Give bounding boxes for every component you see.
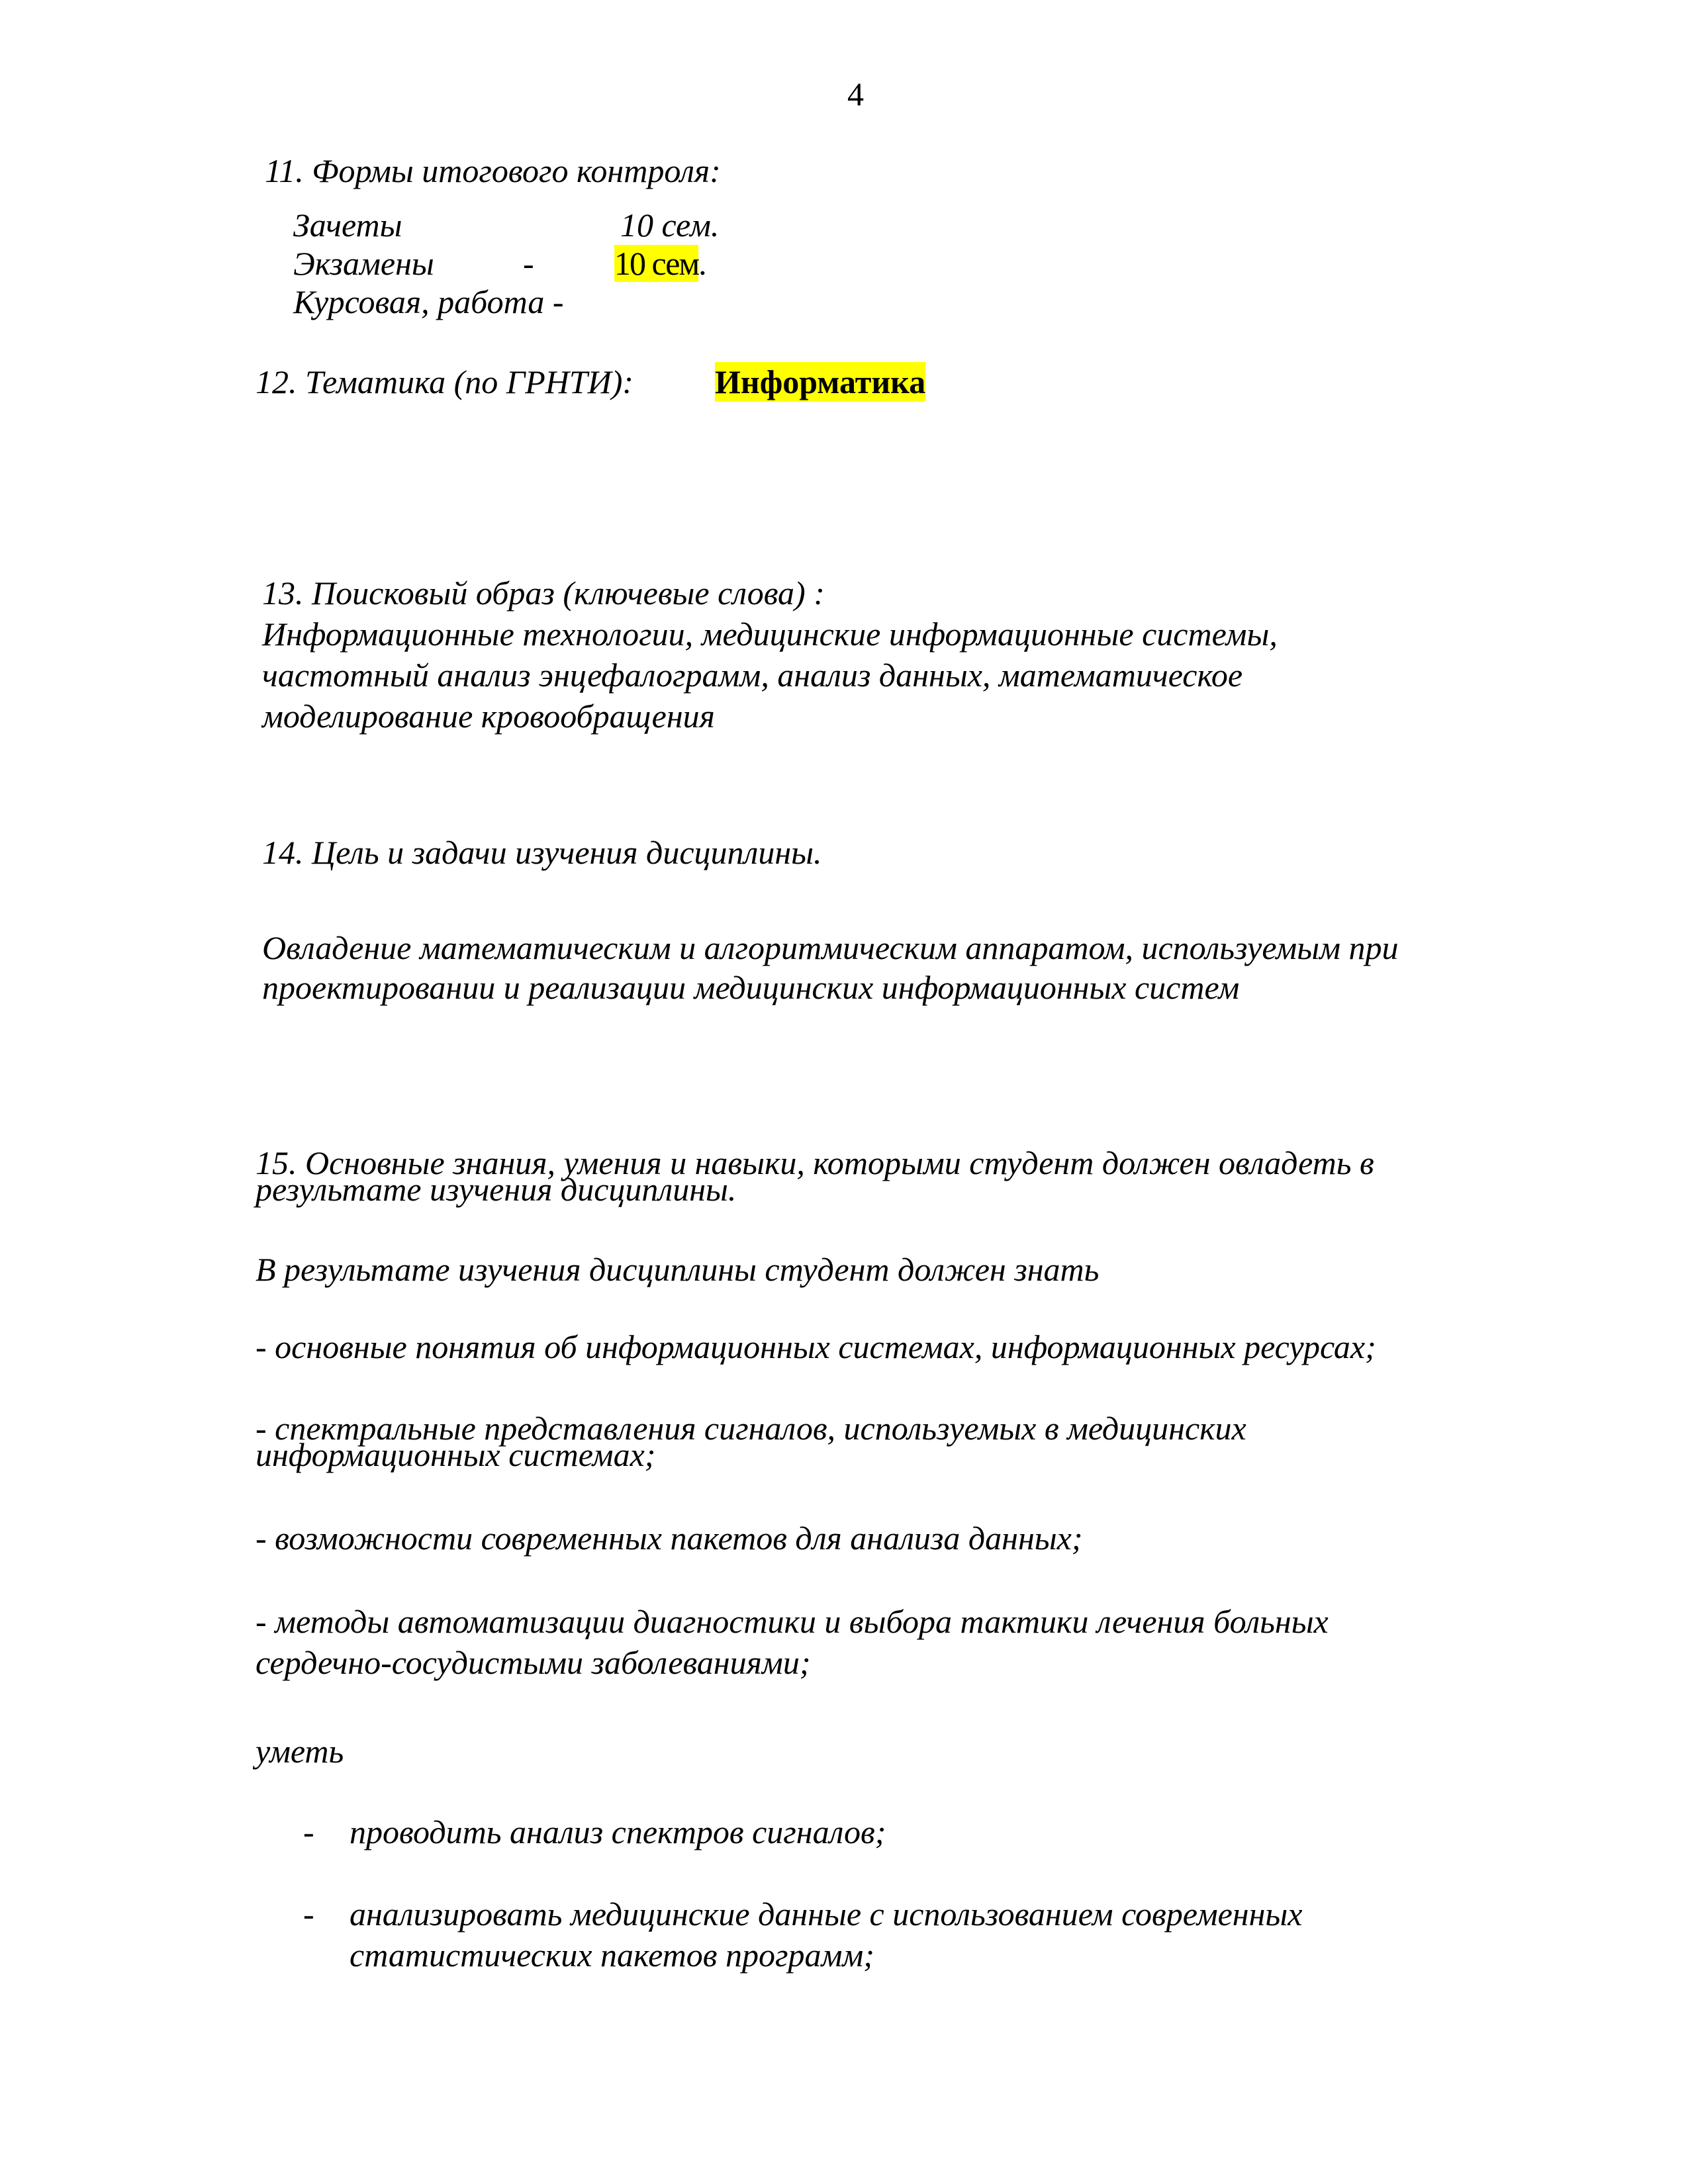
- zachety-label: Зачеты: [293, 206, 402, 244]
- can-item-dash: -: [303, 1813, 314, 1850]
- know-intro: В результате изучения дисциплины студент должен знать: [256, 1251, 1100, 1288]
- know-item: - спектральные представления сигналов, используемых в медицинских: [256, 1410, 1246, 1447]
- know-item-cont: сердечно-сосудистыми заболеваниями;: [256, 1644, 811, 1681]
- section-14-line: проектировании и реализации медицинских информационных систем: [262, 969, 1240, 1006]
- ekzameny-label: Экзамены: [293, 245, 434, 282]
- can-item: анализировать медицинские данные с использованием современных: [350, 1895, 1303, 1933]
- section-14-line: Овладение математическим и алгоритмическим аппаратом, используемым при: [262, 929, 1399, 966]
- ekzameny-value-highlight: 10 сем: [614, 245, 699, 282]
- know-item-cont: информационных системах;: [256, 1436, 656, 1473]
- section-13-line: моделирование кровообращения: [262, 698, 715, 735]
- section-15-heading: 15. Основные знания, умения и навыки, которыми студент должен овладеть в: [256, 1144, 1374, 1181]
- section-15-heading: результате изучения дисциплины.: [256, 1171, 737, 1208]
- page-number: 4: [847, 75, 864, 113]
- section-14-heading: 14. Цель и задачи изучения дисциплины.: [262, 834, 822, 871]
- section-13-line: частотный анализ энцефалограмм, анализ данных, математическое: [262, 657, 1243, 694]
- can-item-cont: статистических пакетов программ;: [350, 1936, 874, 1974]
- ekzameny-dash: -: [523, 245, 534, 282]
- section-12-heading: 12. Тематика (по ГРНТИ):: [256, 363, 634, 400]
- kursovaya-line: Курсовая, работа -: [293, 283, 564, 320]
- can-item-dash: -: [303, 1895, 314, 1933]
- know-item: - возможности современных пакетов для анализа данных;: [256, 1520, 1083, 1557]
- section-13-line: Информационные технологии, медицинские информационные системы,: [262, 615, 1278, 653]
- section-12-value: Информатика: [715, 363, 926, 400]
- know-item: - методы автоматизации диагностики и выбора тактики лечения больных: [256, 1603, 1329, 1640]
- ekzameny-value-dot: .: [698, 245, 706, 282]
- can-item: проводить анализ спектров сигналов;: [350, 1813, 886, 1850]
- section-11-heading: 11. Формы итогового контроля:: [265, 152, 721, 189]
- zachety-value: 10 сем.: [620, 206, 720, 244]
- section-13-heading: 13. Поисковый образ (ключевые слова) :: [262, 574, 825, 612]
- know-item: - основные понятия об информационных системах, информационных ресурсах;: [256, 1328, 1376, 1365]
- can-intro: уметь: [256, 1733, 344, 1770]
- ekzameny-value: [614, 244, 706, 283]
